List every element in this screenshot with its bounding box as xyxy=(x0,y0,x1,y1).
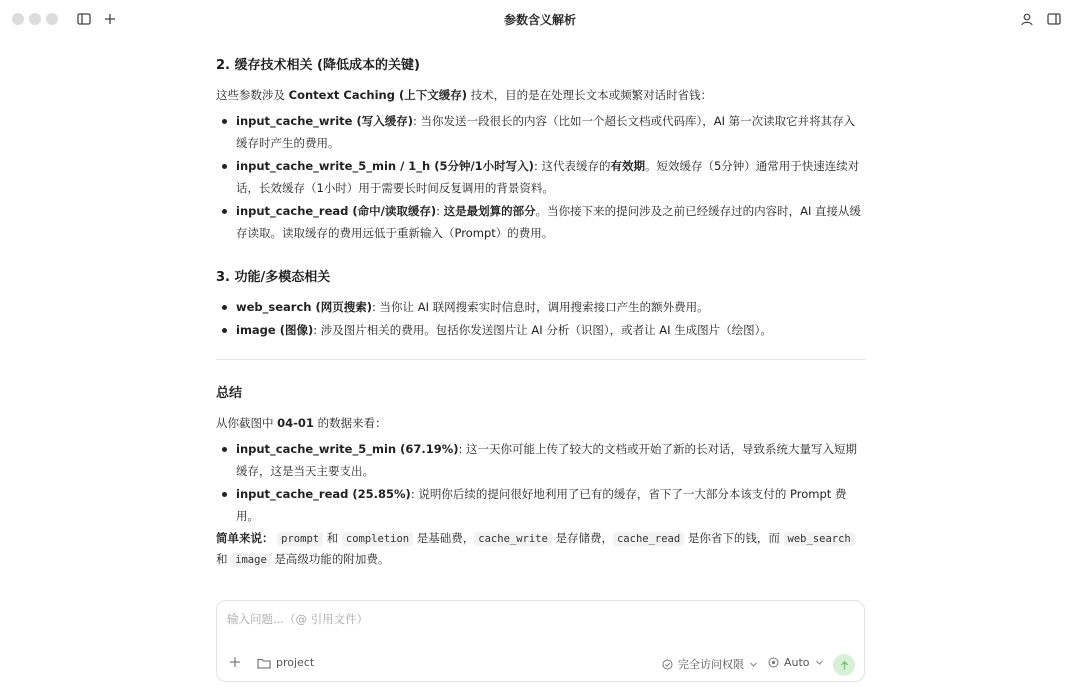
bullet-list xyxy=(216,110,866,244)
section-heading: 总结 xyxy=(216,386,243,401)
window-title: 参数含义解析 xyxy=(503,13,576,27)
send-button[interactable] xyxy=(833,654,855,676)
chevron-down-icon xyxy=(749,660,758,669)
right-panel-toggle-icon[interactable] xyxy=(1046,11,1062,27)
project-folder-button[interactable] xyxy=(257,656,314,669)
section-cache xyxy=(216,54,866,244)
arrow-up-icon xyxy=(839,660,850,671)
section-intro: 从你截图中 04-01 的数据来看： xyxy=(216,416,387,430)
attach-button[interactable] xyxy=(229,656,241,668)
message-content xyxy=(216,54,866,588)
user-icon[interactable] xyxy=(1019,11,1035,27)
chevron-down-icon xyxy=(815,658,824,667)
folder-icon xyxy=(257,657,271,669)
check-circle-icon xyxy=(662,659,673,670)
section-intro: 这些参数涉及 Context Caching (上下文缓存) 技术，目的是在处理长文本或频繁对话时省钱： xyxy=(216,88,713,102)
question-input[interactable] xyxy=(227,610,847,628)
list-item: input_cache_write (写入缓存): 当你发送一段很长的内容（比如一个超长文档或代码库），AI 第一次读取它并将其存入缓存时产生的费用。 xyxy=(216,110,866,154)
model-dropdown[interactable] xyxy=(768,656,824,669)
section-divider xyxy=(216,359,866,360)
list-item: image (图像): 涉及图片相关的费用。包括你发送图片让 AI 分析（识图），或者让 AI 生成图片（绘图）。 xyxy=(216,319,866,341)
bullet-list xyxy=(216,296,866,341)
plus-icon xyxy=(229,656,241,668)
access-permission-dropdown[interactable] xyxy=(662,656,758,672)
section-heading: 2. 缓存技术相关 (降低成本的关键) xyxy=(216,58,420,73)
list-item: input_cache_read (25.85%): 说明你后续的提问很好地利用了已有的缓存，省下了一大部分本该支付的 Prompt 费用。 xyxy=(216,483,866,527)
access-permission-label: 完全访问权限 xyxy=(678,658,744,671)
composer xyxy=(216,600,865,682)
project-folder-label: project xyxy=(276,656,315,669)
list-item: input_cache_read (命中/读取缓存): 这是最划算的部分。当你接下来的提问涉及之前已经缓存过的内容时，AI 直接从缓存读取。读取缓存的费用远低于重新输入（Prompt）的费用。 xyxy=(216,200,866,244)
bullet-list xyxy=(216,438,866,527)
model-label: Auto xyxy=(784,656,810,669)
section-features xyxy=(216,266,866,341)
section-heading: 3. 功能/多模态相关 xyxy=(216,270,331,285)
list-item: input_cache_write_5_min / 1_h (5分钟/1小时写入): 这代表缓存的有效期。短效缓存（5分钟）通常用于快速连续对话，长效缓存（1小时）用于需要长时间反复调用的背景资料。 xyxy=(216,155,866,199)
summary-conclusion: 简单来说： prompt 和 completion 是基础费， cache_write 是存储费， cache_read 是你省下的钱，而 web_search 和 image 是高级功能的附加费。 xyxy=(216,528,866,570)
section-summary xyxy=(216,382,866,570)
list-item: web_search (网页搜索): 当你让 AI 联网搜索实时信息时，调用搜索接口产生的额外费用。 xyxy=(216,296,866,318)
model-icon xyxy=(768,657,779,668)
list-item: input_cache_write_5_min (67.19%): 这一天你可能上传了较大的文档或开始了新的长对话，导致系统大量写入短期缓存，这是当天主要支出。 xyxy=(216,438,866,482)
title-bar xyxy=(0,0,1080,38)
